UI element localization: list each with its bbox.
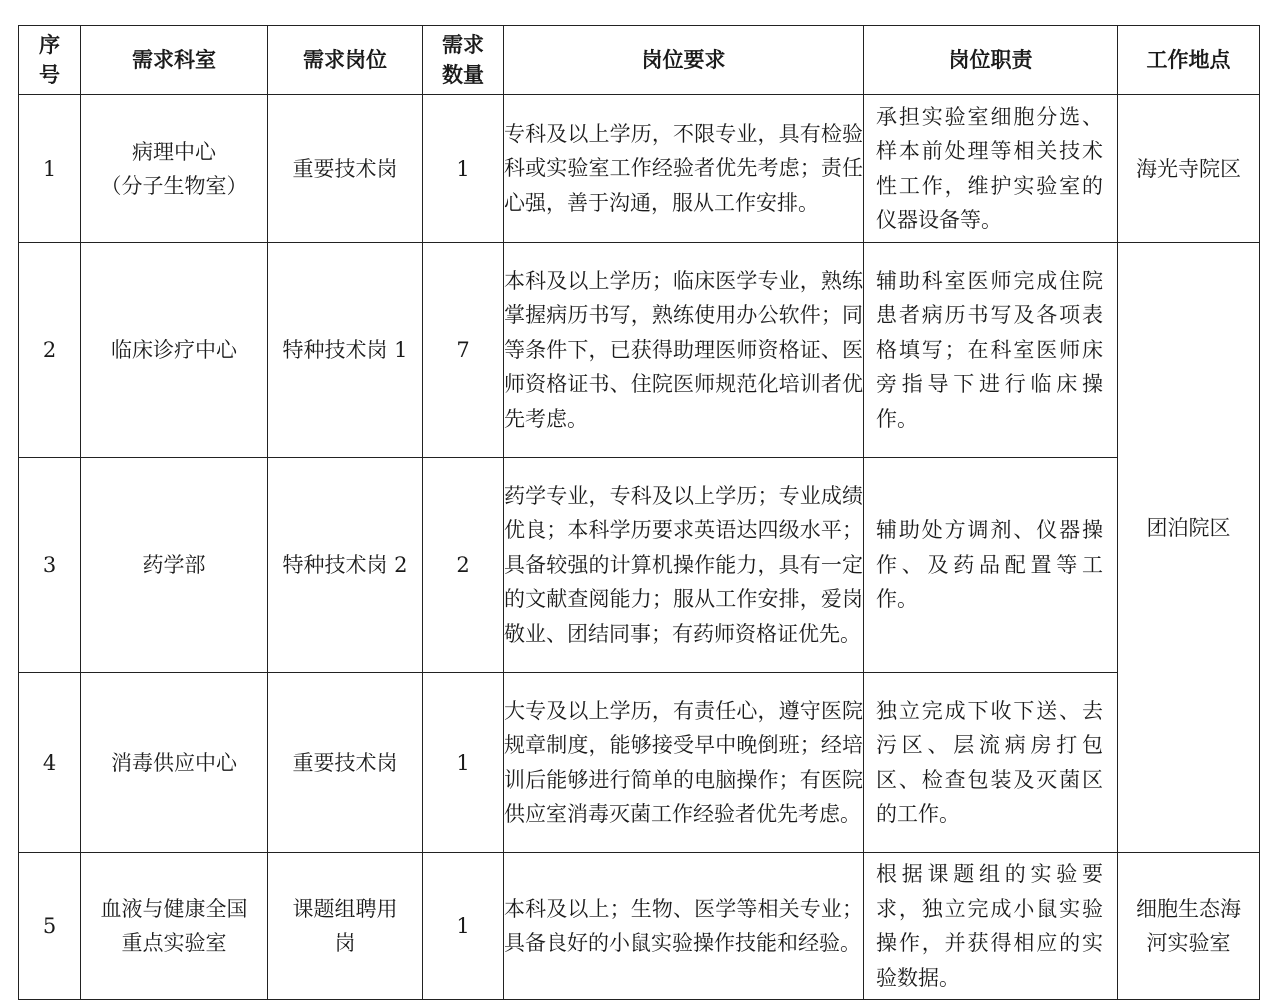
cell-duty: 承担实验室细胞分选、样本前处理等相关技术性工作，维护实验室的仪器设备等。: [864, 95, 1118, 243]
header-seq: 序号: [19, 26, 81, 95]
loc-line: 河实验室: [1146, 931, 1231, 955]
cell-req: 大专及以上学历，有责任心，遵守医院规章制度，能够接受早中晚倒班；经培训后能够进行简单的电脑操作；有医院供应室消毒灭菌工作经验者优先考虑。: [504, 673, 864, 853]
header-req: 岗位要求: [504, 26, 864, 95]
dept-line: （分子生物室）: [100, 173, 248, 198]
dept-line: 血液与健康全国: [100, 897, 248, 921]
dept-line: 病理中心: [132, 139, 216, 164]
cell-post: 重要技术岗: [268, 673, 423, 853]
cell-dept: 消毒供应中心: [81, 673, 268, 853]
cell-dept: [81, 95, 268, 243]
table-row: [19, 243, 1260, 458]
cell-post: 重要技术岗: [268, 95, 423, 243]
cell-seq: 1: [19, 95, 81, 243]
cell-req: 专科及以上学历，不限专业，具有检验科或实验室工作经验者优先考虑；责任心强，善于沟通，服从工作安排。: [504, 95, 864, 243]
cell-duty: 根据课题组的实验要求，独立完成小鼠实验操作，并获得相应的实验数据。: [864, 853, 1118, 1000]
header-dept: 需求科室: [81, 26, 268, 95]
cell-req: 本科及以上学历；临床医学专业，熟练掌握病历书写，熟练使用办公软件；同等条件下，已获得助理医师资格证、医师资格证书、住院医师规范化培训者优先考虑。: [504, 243, 864, 458]
table-row: [19, 95, 1260, 243]
cell-loc: 团泊院区: [1118, 243, 1260, 853]
header-num: 需求数量: [423, 26, 504, 95]
dept-line: 重点实验室: [121, 931, 227, 955]
cell-seq: 4: [19, 673, 81, 853]
cell-num: 2: [423, 458, 504, 673]
cell-loc: [1118, 853, 1260, 1000]
table-row: [19, 458, 1260, 673]
cell-dept: 临床诊疗中心: [81, 243, 268, 458]
cell-duty: 辅助科室医师完成住院患者病历书写及各项表格填写；在科室医师床旁指导下进行临床操作。: [864, 243, 1118, 458]
cell-post: [268, 853, 423, 1000]
cell-num: 1: [423, 673, 504, 853]
header-post: 需求岗位: [268, 26, 423, 95]
cell-num: 1: [423, 853, 504, 1000]
cell-post: 特种技术岗 2: [268, 458, 423, 673]
cell-post: 特种技术岗 1: [268, 243, 423, 458]
post-line: 课题组聘用: [292, 897, 398, 921]
table-header-row: [19, 26, 1260, 95]
table-row: [19, 853, 1260, 1000]
header-duty: 岗位职责: [864, 26, 1118, 95]
table-row: [19, 673, 1260, 853]
cell-req: 本科及以上；生物、医学等相关专业；具备良好的小鼠实验操作技能和经验。: [504, 853, 864, 1000]
cell-duty: 辅助处方调剂、仪器操作、及药品配置等工作。: [864, 458, 1118, 673]
cell-seq: 2: [19, 243, 81, 458]
cell-loc: 海光寺院区: [1118, 95, 1260, 243]
header-loc: 工作地点: [1118, 26, 1260, 95]
cell-seq: 5: [19, 853, 81, 1000]
cell-num: 7: [423, 243, 504, 458]
post-line: 岗: [334, 931, 356, 955]
cell-duty: 独立完成下收下送、去污区、层流病房打包区、检查包装及灭菌区的工作。: [864, 673, 1118, 853]
cell-dept: 药学部: [81, 458, 268, 673]
cell-num: 1: [423, 95, 504, 243]
recruitment-table: [18, 25, 1260, 1000]
loc-line: 细胞生态海: [1136, 897, 1241, 921]
cell-seq: 3: [19, 458, 81, 673]
cell-dept: [81, 853, 268, 1000]
cell-req: 药学专业，专科及以上学历；专业成绩优良；本科学历要求英语达四级水平；具备较强的计算机操作能力，具有一定的文献查阅能力；服从工作安排，爱岗敬业、团结同事；有药师资格证优先。: [504, 458, 864, 673]
